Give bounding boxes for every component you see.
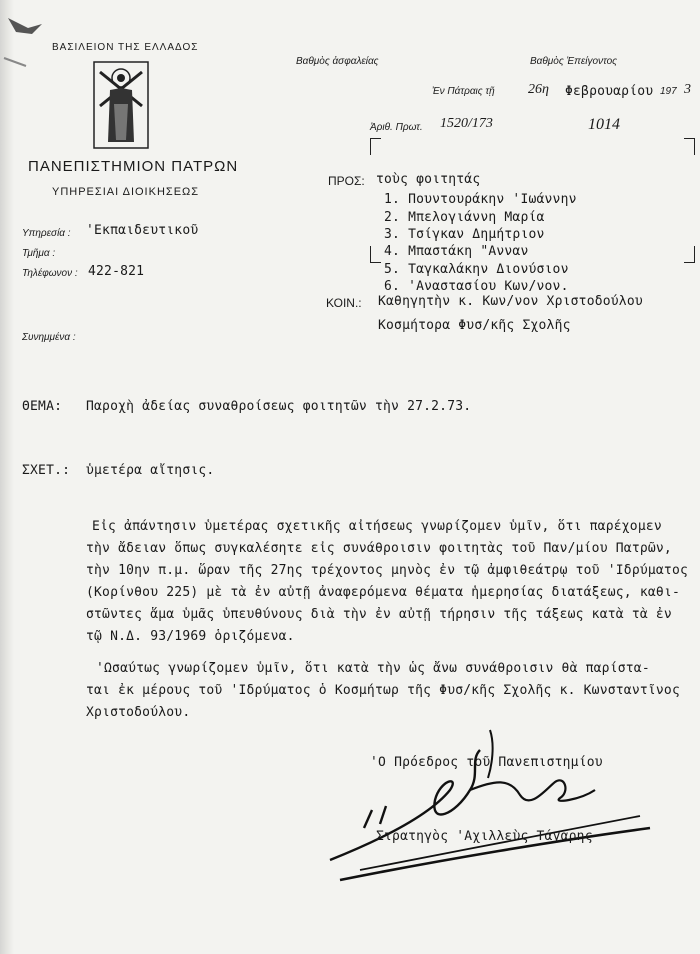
recipient-bracket-top-right xyxy=(684,138,695,155)
reference-label: ΣΧΕΤ.: xyxy=(22,463,71,478)
place-date-prefix: Ἐν Πάτραις τῇ xyxy=(432,86,495,97)
body-paragraph-1-line-1: Εἰς ἀπάντησιν ὑμετέρας σχετικῆς αἰτήσεως γνωρίζομεν ὑμῖν, ὅτι παρέχομεν xyxy=(92,519,662,534)
cc-recipient-2: Κοσμήτορα Φυσ/κῆς Σχολῆς xyxy=(378,318,571,333)
recipient-bracket-bottom-left xyxy=(370,246,381,263)
bird-mark-icon xyxy=(2,8,46,68)
date-day: 26η xyxy=(528,82,549,97)
body-paragraph-1-line-6: τῷ Ν.Δ. 93/1969 ὁριζόμενα. xyxy=(86,629,295,644)
saint-emblem-icon xyxy=(92,60,150,150)
body-paragraph-1-line-4: (Κορίνθου 225) μὲ τὰ ἐν αὐτῇ ἀναφερόμενα θέματα ἡμερησίας διατάξεως, καθι- xyxy=(86,585,680,600)
date-month: Φεβρουαρίου xyxy=(565,84,654,99)
date-year-handwritten: 3 xyxy=(684,82,691,97)
handwritten-signature-icon xyxy=(320,720,680,890)
subject-label: ΘΕΜΑ: xyxy=(22,399,63,414)
body-paragraph-1-line-3: τὴν 10ην π.μ. ὥραν τῆς 27ης τρέχοντος μηνὸς ἐν τῷ ἀμφιθεάτρῳ τοῦ 'Ιδρύματος xyxy=(86,563,688,578)
recipient-4: 4. Μπαστάκη "Ανναν xyxy=(384,244,529,259)
service-label: Υπηρεσία : xyxy=(22,228,71,239)
recipient-bracket-top-left xyxy=(370,138,381,155)
service-value: 'Εκπαιδευτικοῦ xyxy=(86,223,199,238)
kingdom-heading: ΒΑΣΙΛΕΙΟΝ ΤΗΣ ΕΛΛΑΔΟΣ xyxy=(52,42,199,53)
recipient-3: 3. Τσίγκαν Δημήτριον xyxy=(384,227,545,242)
signature-title: 'Ο Πρόεδρος τοῦ Πανεπιστημίου xyxy=(370,755,603,770)
body-paragraph-2-line-1: 'Ωσαύτως γνωρίζομεν ὑμῖν, ὅτι κατὰ τὴν ὡς ἄνω συνάθροισιν θὰ παρίστα- xyxy=(96,661,650,676)
department-label: Τμῆμα : xyxy=(22,248,56,259)
recipient-2: 2. Μπελογιάννη Μαρία xyxy=(384,210,545,225)
protocol-extra-number: 1014 xyxy=(588,116,620,133)
phone-label: Τηλέφωνον : xyxy=(22,268,78,279)
urgency-level-label: Βαθμὸς Ἐπείγοντος xyxy=(530,56,618,67)
subject-text: Παροχὴ ἀδείας συναθροίσεως φοιτητῶν τὴν 27.2.73. xyxy=(86,399,472,414)
body-paragraph-2-line-2: ται ἐκ μέρους τοῦ 'Ιδρύματος ὁ Κοσμήτωρ τῆς Φυσ/κῆς Σχολῆς κ. Κωνσταντῖνος xyxy=(86,683,680,698)
date-year: 197 xyxy=(660,86,677,97)
attachments-label: Συνημμένα : xyxy=(22,332,76,343)
body-paragraph-1-line-5: στῶντες ἅμα ὑμᾶς ὑπευθύνους διὰ τὴν ἐν αὐτῇ τήρησιν τῆς τάξεως κατὰ τὰ ἐν xyxy=(86,607,672,622)
reference-text: ὑμετέρα αἴτησις. xyxy=(86,463,215,478)
scan-shadow-left xyxy=(0,0,14,954)
recipient-6: 6. 'Αναστασίου Κων/νον. xyxy=(384,279,569,294)
phone-value: 422-821 xyxy=(88,264,145,279)
body-paragraph-1-line-2: τὴν ἄδειαν ὅπως συγκαλέσητε εἰς συνάθροισιν φοιτητὰς τοῦ Παν/μίου Πατρῶν, xyxy=(86,541,672,556)
services-heading: ΥΠΗΡΕΣΙΑΙ ΔΙΟΙΚΗΣΕΩΣ xyxy=(52,186,200,198)
cc-recipient-1: Καθηγητὴν κ. Κων/νον Χριστοδούλου xyxy=(378,294,643,309)
protocol-label: Ἀριθ. Πρωτ. xyxy=(370,122,423,133)
recipient-1: 1. Πουντουράκην 'Ιωάννην xyxy=(384,192,577,207)
university-name: ΠΑΝΕΠΙΣΤΗΜΙΟΝ ΠΑΤΡΩΝ xyxy=(28,158,239,175)
recipient-bracket-bottom-right xyxy=(684,246,695,263)
cc-label: ΚΟΙΝ.: xyxy=(326,296,362,310)
signatory-name: Στρατηγὸς 'Αχιλλεὺς Τάγαρης xyxy=(376,829,593,844)
body-paragraph-2-line-3: Χριστοδούλου. xyxy=(86,705,191,720)
protocol-number: 1520/173 xyxy=(440,116,493,131)
to-label: ΠΡΟΣ: xyxy=(328,174,365,188)
security-level-label: Βαθμὸς ἀσφαλείας xyxy=(296,56,379,67)
recipient-5: 5. Ταγκαλάκην Διονύσιον xyxy=(384,262,569,277)
to-group: τοὺς φοιτητάς xyxy=(376,172,481,187)
